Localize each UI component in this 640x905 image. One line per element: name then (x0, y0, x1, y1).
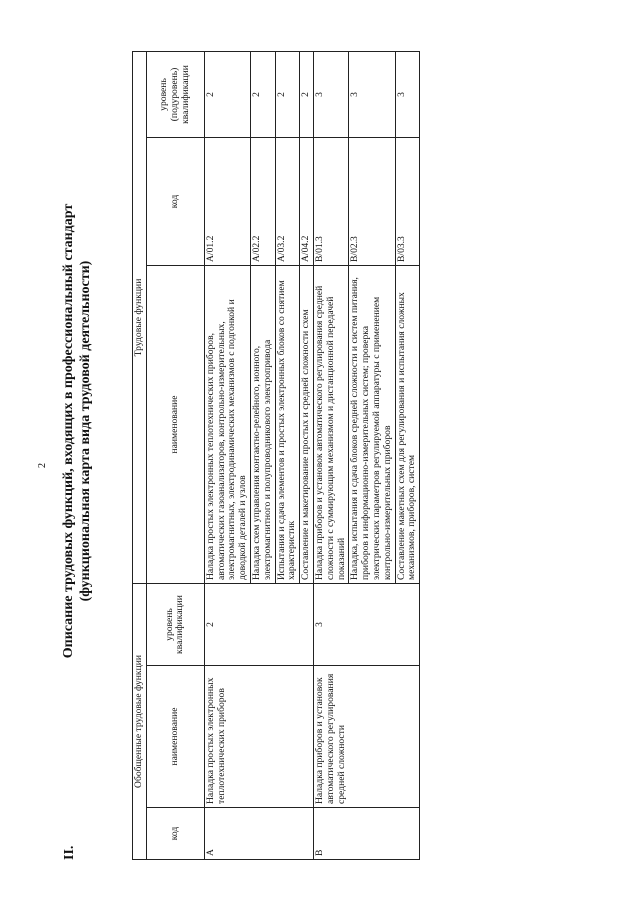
function-code: А/01.2 (204, 138, 250, 266)
function-level: 3 (395, 51, 420, 137)
function-name: Наладка приборов и установок автоматического регулирования средней сложности с суммирующим механизмом и дистанционной передачей показаний (313, 266, 348, 584)
header-code: код (146, 808, 204, 860)
header-name: наименование (146, 666, 204, 808)
group-name: Наладка простых электронных теплотехнических приборов (204, 666, 313, 808)
table-row (204, 51, 250, 859)
header-function-name: наименование (146, 266, 204, 584)
section-heading (60, 30, 122, 870)
function-name: Наладка, испытания и сдача блоков средней сложности и систем питания, приборов и информационно-измерительных систем; проверка электрических параметров регулируемой аппаратуры с применением контрольно-измерительных приборов (349, 266, 395, 584)
function-level: 2 (275, 51, 300, 137)
page-number: 2 (37, 463, 48, 468)
header-sublevel: уровень (подуровень) квалификации (146, 51, 204, 137)
function-code: А/04.2 (300, 138, 314, 266)
group-level: 3 (313, 584, 419, 666)
table-row (313, 51, 348, 859)
function-name: Составление и макетирование простых и средней сложности схем (300, 266, 314, 584)
section-number: II. (62, 845, 77, 860)
function-level: 3 (349, 51, 395, 137)
rotated-page-content (60, 30, 640, 870)
header-function-code: код (146, 138, 204, 266)
function-name: Наладка схем управления контактно-релейного, ионного, электромагнитного и полупроводникового электропривода (250, 266, 275, 584)
group-level: 2 (204, 584, 313, 666)
function-code: А/03.2 (275, 138, 300, 266)
function-level: 2 (300, 51, 314, 137)
function-level: 3 (313, 51, 348, 137)
function-level: 2 (250, 51, 275, 137)
function-name: Наладка простых электронных теплотехнических приборов, автоматических газоанализаторов, контрольно-измерительных, электромагнитных, электродинамических механизмов с подгонкой и доводкой деталей и узлов (204, 266, 250, 584)
function-name: Составление макетных схем для регулирования и испытания сложных механизмов, приборов, систем (395, 266, 420, 584)
header-generalized: Обобщенные трудовые функции (133, 584, 147, 860)
group-name: Наладка приборов и установок автоматического регулирования средней сложности (313, 666, 419, 808)
function-code: В/02.3 (349, 138, 395, 266)
header-level: уровень квалификации (146, 584, 204, 666)
function-level: 2 (204, 51, 250, 137)
function-code: А/02.2 (250, 138, 275, 266)
title-line-1: Описание трудовых функций, входящих в профессиональный стандарт (61, 203, 76, 659)
group-code: В (313, 808, 419, 860)
header-labor-functions: Трудовые функции (133, 51, 147, 583)
title-line-2: (функциональная карта вида трудовой деятельности) (78, 260, 93, 602)
function-code: В/03.3 (395, 138, 420, 266)
functional-map-table (132, 51, 420, 860)
section-title (60, 30, 94, 772)
function-code: В/01.3 (313, 138, 348, 266)
function-name: Испытания и сдача элементов и простых электронных блоков со снятием характеристик (275, 266, 300, 584)
group-code: А (204, 808, 313, 860)
